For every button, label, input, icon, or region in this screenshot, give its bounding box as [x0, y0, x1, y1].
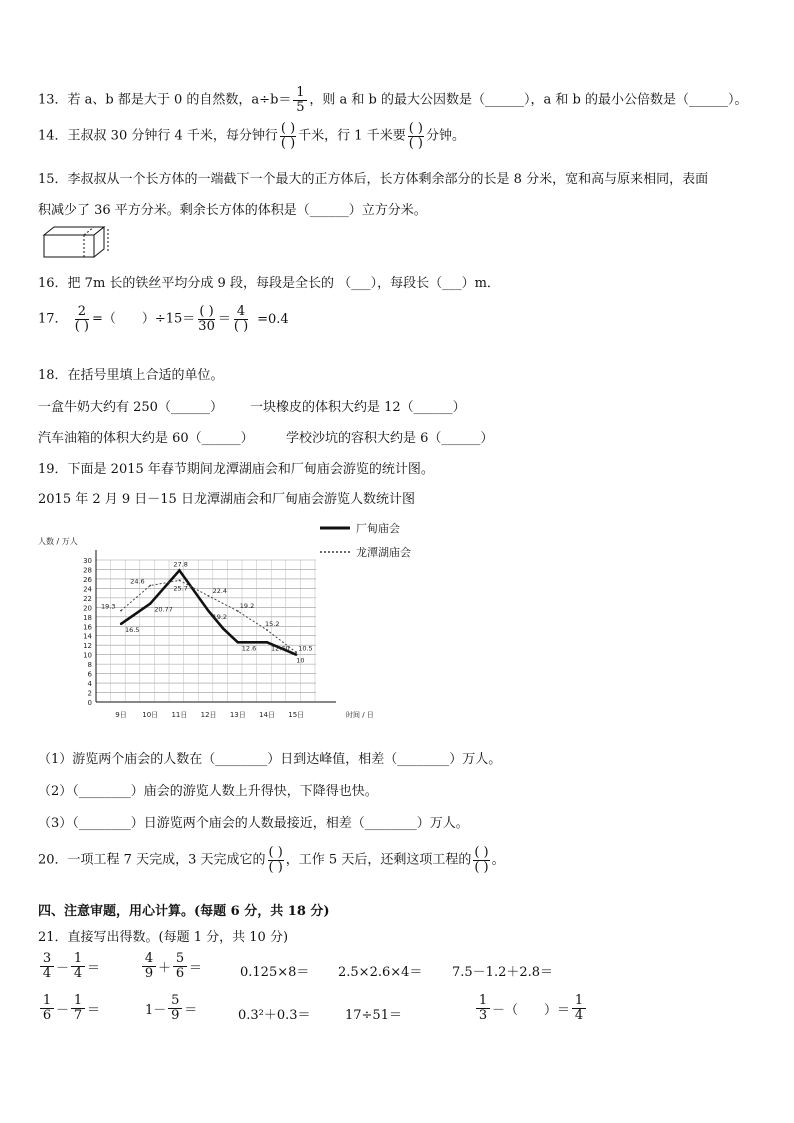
- data-point: [149, 585, 151, 587]
- question-17: 17． $\frac{2}{( )}$ =（ ）÷15＝ $\frac{( )}{30}$ ＝ $\frac{4}{( )}$ =0.4: [38, 304, 289, 334]
- data-label: 19.2: [212, 613, 228, 622]
- question-18-d: 学校沙坑的容积大约是 6（______）: [286, 431, 494, 446]
- y-tick-label: 28: [83, 566, 92, 575]
- data-label: 19.3: [101, 602, 116, 611]
- data-point: [149, 602, 151, 604]
- calc-4: 2.5×2.6×4＝: [338, 965, 423, 980]
- data-point: [266, 641, 268, 643]
- data-label: 27.8: [173, 560, 188, 569]
- question-18-b: 一块橡皮的体积大约是 12（______）: [250, 400, 466, 415]
- answer-blank[interactable]: ______: [688, 92, 728, 108]
- data-label: 16.5: [125, 625, 140, 634]
- legend-label: 龙潭湖庙会: [356, 546, 411, 559]
- y-tick-label: 30: [83, 557, 92, 565]
- calc-9: 17÷51＝: [345, 1008, 402, 1023]
- data-point: [120, 610, 122, 612]
- y-tick-label: 14: [83, 632, 92, 641]
- data-label: 12.60: [271, 644, 290, 653]
- y-tick-label: 0: [87, 699, 92, 707]
- question-18-c: 汽车油箱的体积大约是 60（______）: [38, 431, 254, 446]
- data-point: [208, 595, 210, 597]
- calc-1: $\frac{3}{4}$ － $\frac{1}{4}$ ＝: [38, 952, 100, 980]
- data-point: [179, 579, 181, 581]
- data-point: [120, 623, 122, 625]
- answer-fraction[interactable]: $\frac{( )}{( )}$: [280, 121, 296, 151]
- y-tick-label: 12: [83, 642, 92, 651]
- y-tick-label: 22: [83, 594, 92, 603]
- data-label: 10.5: [298, 644, 313, 653]
- y-tick-label: 2: [87, 689, 92, 698]
- y-tick-label: 26: [83, 575, 92, 584]
- calc-2: $\frac{4}{9}$ ＋ $\frac{5}{6}$ ＝: [140, 952, 202, 980]
- x-tick-label: 12日: [200, 711, 217, 719]
- calc-5: 7.5－1.2＋2.8＝: [452, 965, 554, 980]
- y-tick-label: 4: [87, 680, 92, 689]
- x-tick-label: 14日: [259, 711, 275, 719]
- data-point: [295, 651, 297, 653]
- line-chart: [38, 518, 458, 740]
- data-label: 10: [296, 656, 305, 665]
- legend-label: 厂甸庙会: [356, 522, 400, 535]
- data-point: [207, 610, 209, 612]
- data-label: 20.77: [154, 605, 173, 614]
- calc-10: $\frac{1}{3}$ －（ ）＝ $\frac{1}{4}$: [474, 994, 588, 1022]
- y-tick-label: 16: [83, 623, 92, 632]
- series-line-longtanhu: [121, 577, 296, 652]
- calc-3: 0.125×8＝: [240, 965, 310, 980]
- answer-fraction[interactable]: $\frac{( )}{( )}$: [268, 845, 283, 875]
- question-19-title: 19．下面是 2015 年春节期间龙潭湖庙会和厂甸庙会游览的统计图。: [38, 462, 434, 477]
- question-18-title: 18．在括号里填上合适的单位。: [38, 368, 224, 383]
- question-13: 13．若 a、b 都是大于 0 的自然数，a÷b＝ $\frac{1}{5}$ ，则 a 和 b 的最大公因数是（______），a 和 b 的最小公倍数是（______）。: [38, 85, 748, 115]
- y-tick-label: 24: [83, 585, 92, 594]
- data-point: [266, 629, 268, 631]
- y-tick-label: 8: [87, 661, 92, 670]
- y-axis-label: 人数 / 万人: [38, 537, 78, 546]
- fraction[interactable]: $\frac{4}{( )}$: [233, 304, 249, 334]
- y-tick-label: 18: [83, 613, 92, 622]
- fraction-one-fifth: $\frac{1}{5}$: [293, 86, 307, 114]
- question-20: 20．一项工程 7 天完成，3 天完成它的 $\frac{( )}{( )}$ ，工作 5 天后，还剩这项工程的 $\frac{( )}{( )}$ 。: [38, 845, 505, 875]
- series-line-changdian: [121, 570, 296, 654]
- cuboid-figure: [42, 225, 114, 259]
- data-label: 25.7: [173, 584, 188, 593]
- x-tick-label: 10日: [142, 711, 159, 719]
- fraction[interactable]: $\frac{( )}{30}$: [198, 304, 215, 334]
- data-label: 19.2: [239, 602, 255, 611]
- data-point: [222, 627, 224, 629]
- fraction[interactable]: $\frac{2}{( )}$: [74, 304, 89, 334]
- section-4-heading: 四、注意审题，用心计算。(每题 6 分，共 18 分): [38, 904, 330, 919]
- x-tick-label: 9日: [115, 711, 127, 719]
- question-19-sub-1: （1）游览两个庙会的人数在（________）日到达峰值，相差（________）万人。: [38, 752, 502, 767]
- data-point: [178, 569, 180, 571]
- y-tick-label: 10: [83, 651, 92, 660]
- data-label: 24.6: [130, 577, 145, 586]
- question-15-line-2: 积减少了 36 平方分米。剩余长方体的体积是（______）立方分米。: [38, 203, 427, 218]
- question-16: 16．把 7m 长的铁丝平均分成 9 段，每段是全长的 （___），每段长（___）m．: [38, 276, 500, 291]
- x-tick-label: 13日: [229, 711, 246, 719]
- data-label: 12.6: [241, 644, 257, 653]
- answer-fraction[interactable]: $\frac{( )}{( )}$: [408, 121, 423, 151]
- question-21-title: 21．直接写出得数。(每题 1 分，共 10 分): [38, 930, 289, 945]
- calc-7: 1－ $\frac{5}{9}$ ＝: [145, 993, 198, 1023]
- question-18-a: 一盒牛奶大约有 250（______）: [38, 400, 223, 415]
- x-tick-label: 11日: [171, 711, 188, 719]
- answer-fraction[interactable]: $\frac{( )}{( )}$: [474, 845, 489, 875]
- data-point: [237, 641, 239, 643]
- y-tick-label: 20: [83, 604, 92, 613]
- question-15-line-1: 15．李叔叔从一个长方体的一端截下一个最大的正方体后，长方体剩余部分的长是 8 分米，宽和高与原来相同，表面: [38, 172, 709, 187]
- calc-6: $\frac{1}{6}$ － $\frac{1}{7}$ ＝: [38, 994, 100, 1022]
- chart-title: 2015 年 2 月 9 日－15 日龙潭湖庙会和厂甸庙会游览人数统计图: [38, 492, 415, 507]
- question-19-sub-2: （2）（________）庙会的游览人数上升得快，下降得也快。: [38, 784, 378, 799]
- calc-8: 0.3²＋0.3＝: [238, 1008, 311, 1023]
- data-label: 15.2: [265, 620, 280, 629]
- data-point: [237, 610, 239, 612]
- question-19-sub-3: （3）（________）日游览两个庙会的人数最接近，相差（________）万人。: [38, 816, 469, 831]
- x-tick-label: 15日: [288, 711, 305, 719]
- data-point: [295, 653, 297, 655]
- answer-blank[interactable]: ______: [485, 92, 524, 108]
- x-axis-label: 时间 / 日: [346, 711, 374, 719]
- y-tick-label: 6: [87, 670, 92, 679]
- data-label: 22.4: [212, 586, 228, 595]
- question-14: 14．王叔叔 30 分钟行 4 千米，每分钟行 $\frac{( )}{( )}$ 千米，行 1 千米要 $\frac{( )}{( )}$ 分钟。: [38, 121, 466, 151]
